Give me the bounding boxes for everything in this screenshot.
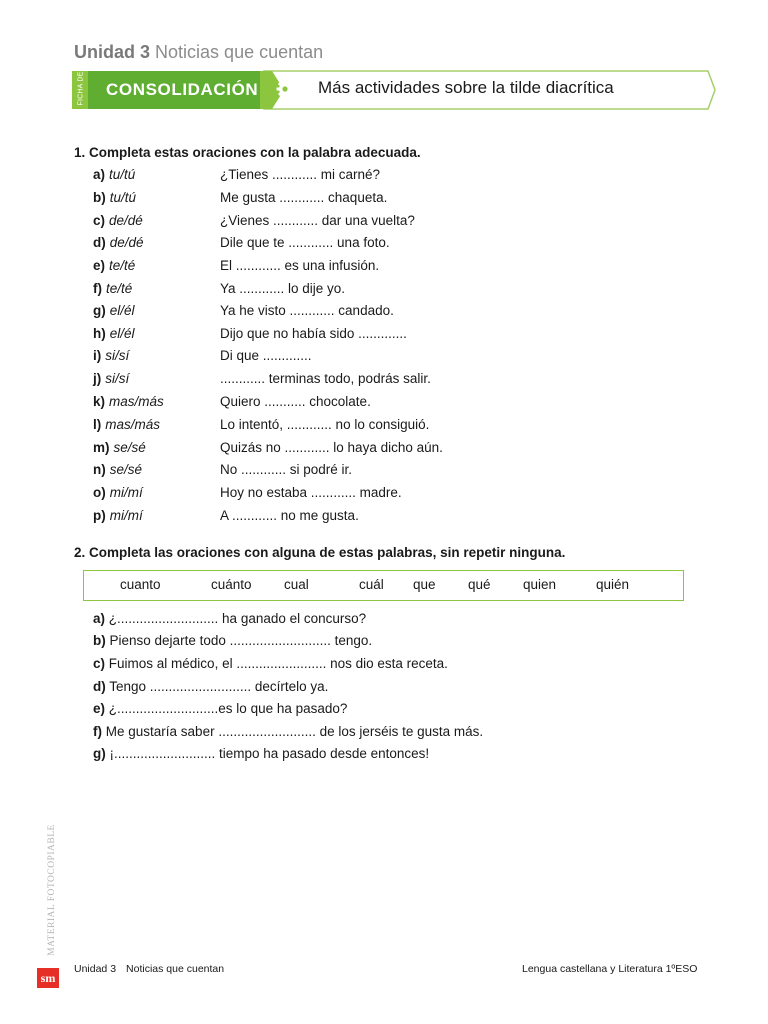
word-bank-item: qué	[468, 577, 491, 592]
item-sentence: ............ terminas todo, podrás salir.	[220, 371, 431, 386]
item-letter: g)	[93, 746, 106, 761]
item-letter: c)	[93, 656, 106, 671]
item-sentence: Hoy no estaba ............ madre.	[220, 485, 402, 500]
exercise2-item	[93, 724, 483, 739]
word-bank-item: quién	[596, 577, 630, 592]
exercise2-item	[93, 701, 347, 716]
item-word: se/sé	[109, 462, 143, 477]
gear-icon	[274, 78, 296, 100]
item-sentence: Ya ............ lo dije yo.	[220, 281, 346, 296]
exercise1-item	[93, 235, 390, 255]
exercise1-item	[93, 167, 381, 187]
item-word: si/sí	[105, 371, 130, 386]
item-word: tu/tú	[109, 167, 136, 182]
item-letter: c)	[93, 213, 106, 228]
item-sentence: Tengo ........................... decírtelo ya.	[109, 679, 329, 694]
item-word: de/dé	[109, 235, 144, 250]
item-sentence: El ............ es una infusión.	[220, 258, 380, 273]
banner-label: CONSOLIDACIÓN	[106, 80, 259, 99]
word-bank	[83, 570, 684, 601]
exercise1-item	[93, 462, 353, 482]
item-sentence: Quiero ........... chocolate.	[220, 394, 371, 409]
exercise1-item	[93, 348, 312, 368]
item-letter: n)	[93, 462, 106, 477]
item-sentence: Ya he visto ............ candado.	[220, 303, 394, 318]
sm-logo: sm	[37, 968, 59, 988]
footer-title: Noticias que cuentan	[126, 963, 225, 975]
exercise2-item	[93, 633, 372, 648]
ficha-label: FICHA DE	[77, 71, 85, 106]
word-bank-item: cuál	[359, 577, 384, 592]
banner-title: Más actividades sobre la tilde diacrítica	[318, 78, 614, 97]
item-letter: m)	[93, 440, 110, 455]
exercise1-item	[93, 213, 415, 233]
footer-left	[74, 963, 224, 975]
item-letter: j)	[93, 371, 102, 386]
word-bank-item: que	[413, 577, 436, 592]
item-sentence: Me gusta ............ chaqueta.	[220, 190, 388, 205]
exercise1-item	[93, 371, 431, 391]
unit-subtitle: Noticias que cuentan	[155, 42, 324, 62]
word-bank-item: cual	[284, 577, 309, 592]
exercise2-item	[93, 746, 429, 761]
item-word: te/té	[106, 281, 133, 296]
item-word: tu/tú	[109, 190, 137, 205]
exercise1-item	[93, 190, 388, 210]
exercise1-item	[93, 508, 359, 528]
item-letter: k)	[93, 394, 106, 409]
footer-unit: Unidad 3	[74, 963, 117, 975]
item-letter: d)	[93, 235, 106, 250]
item-letter: d)	[93, 679, 106, 694]
item-letter: i)	[93, 348, 102, 363]
item-letter: a)	[93, 611, 106, 626]
item-word: mas/más	[109, 394, 164, 409]
item-sentence: Dile que te ............ una foto.	[220, 235, 390, 250]
photocopy-stamp: MATERIAL FOTOCOPIABLE	[46, 824, 57, 956]
item-word: mi/mí	[109, 485, 143, 500]
unit-title	[74, 42, 323, 63]
item-letter: f)	[93, 724, 102, 739]
exercise1-item	[93, 281, 346, 301]
item-letter: b)	[93, 190, 106, 205]
item-word: mi/mí	[109, 508, 143, 523]
item-word: si/sí	[105, 348, 130, 363]
item-letter: g)	[93, 303, 106, 318]
footer-course: Lengua castellana y Literatura 1ºESO	[522, 963, 698, 975]
item-sentence: Quizás no ............ lo haya dicho aún.	[220, 440, 443, 455]
item-sentence: ¡........................... tiempo ha pasado desde entonces!	[109, 746, 430, 761]
item-letter: e)	[93, 701, 106, 716]
item-letter: o)	[93, 485, 106, 500]
exercise1-item	[93, 326, 407, 346]
exercise1-item	[93, 258, 380, 278]
exercise2-item	[93, 656, 448, 671]
item-letter: l)	[93, 417, 102, 432]
item-sentence: A ............ no me gusta.	[220, 508, 359, 523]
word-bank-item: quien	[523, 577, 557, 592]
item-sentence: ¿........................... ha ganado el concurso?	[108, 611, 367, 626]
exercise2-heading: 2. Completa las oraciones con alguna de estas palabras, sin repetir ninguna.	[74, 545, 566, 560]
item-letter: p)	[93, 508, 106, 523]
item-word: el/él	[109, 326, 135, 341]
item-sentence: ¿Vienes ............ dar una vuelta?	[220, 213, 415, 228]
item-word: el/él	[109, 303, 135, 318]
exercise1-item	[93, 417, 430, 437]
word-bank-item: cuanto	[120, 577, 161, 592]
item-letter: b)	[93, 633, 106, 648]
item-word: se/sé	[113, 440, 146, 455]
exercise1-item	[93, 440, 443, 460]
exercise2-item	[93, 611, 366, 626]
item-sentence: Fuimos al médico, el ........................ nos dio esta receta.	[108, 656, 448, 671]
exercise1-heading: 1. Completa estas oraciones con la palabra adecuada.	[74, 145, 421, 160]
item-letter: a)	[93, 167, 106, 182]
word-bank-item: cuánto	[211, 577, 252, 592]
exercise1-item	[93, 394, 371, 414]
item-word: de/dé	[109, 213, 143, 228]
unit-label: Unidad 3	[74, 42, 151, 62]
item-word: te/té	[109, 258, 136, 273]
item-letter: e)	[93, 258, 106, 273]
item-sentence: Lo intentó, ............ no lo consiguió.	[220, 417, 430, 432]
exercise2-item	[93, 679, 328, 694]
item-sentence: ¿...........................es lo que ha pasado?	[108, 701, 348, 716]
exercise1-item	[93, 303, 394, 323]
exercise1-item	[93, 485, 402, 505]
item-sentence: Di que .............	[220, 348, 312, 363]
item-sentence: Dijo que no había sido .............	[220, 326, 407, 341]
item-word: mas/más	[105, 417, 161, 432]
item-sentence: ¿Tienes ............ mi carné?	[220, 167, 381, 182]
item-letter: f)	[93, 281, 102, 296]
item-letter: h)	[93, 326, 106, 341]
item-sentence: No ............ si podré ir.	[220, 462, 353, 477]
item-sentence: Me gustaría saber .......................... de los jerséis te gusta más.	[105, 724, 484, 739]
item-sentence: Pienso dejarte todo ........................... tengo.	[109, 633, 373, 648]
